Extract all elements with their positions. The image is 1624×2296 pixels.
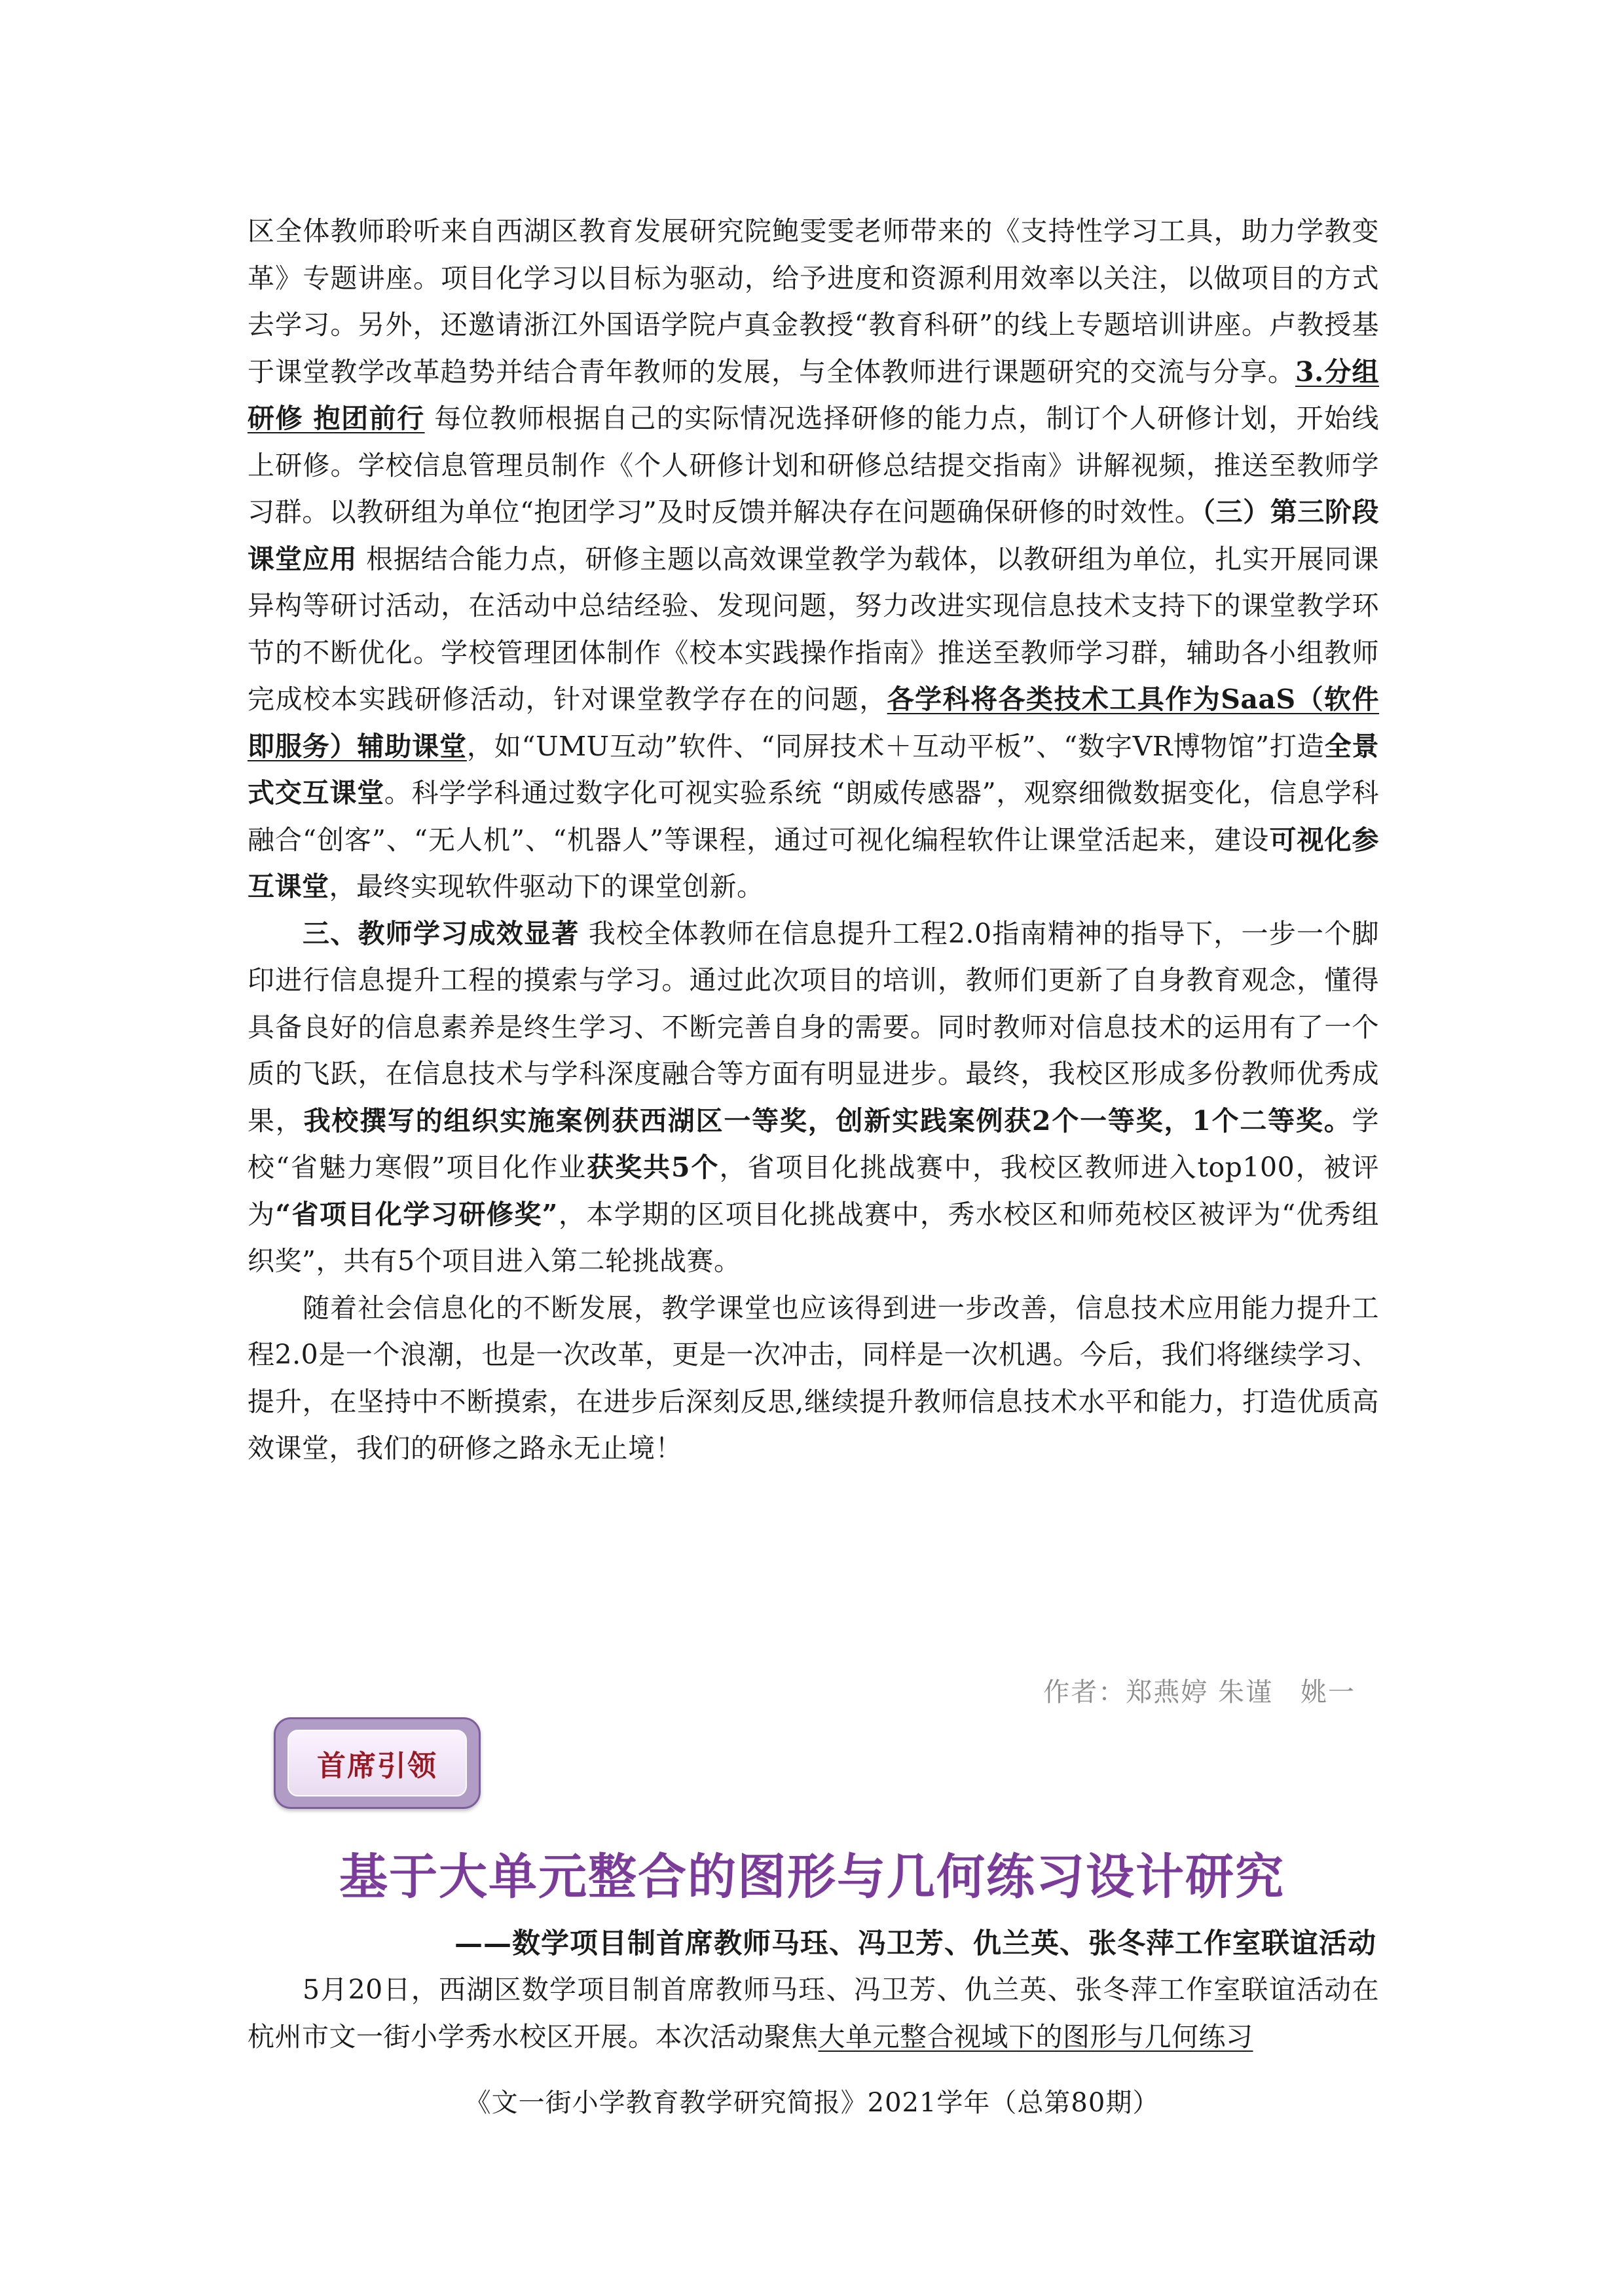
section-badge (274, 1717, 481, 1809)
highlight-immersive-class: 全景式交互课堂 (248, 730, 1380, 809)
paragraph-conclusion: 随着社会信息化的不断发展，教学课堂也应该得到进一步改善，信息技术应用能力提升工程2.0是一个浪潮，也是一次改革，更是一次冲击，同样是一次机遇。今后，我们将继续学习、提升，在坚持中不断摸索，在进步后深刻反思,继续提升教师信息技术水平和能力，打造优质高效课堂，我们的研修之路永无止境！ (248, 1292, 1379, 1464)
article-subtitle: ——数学项目制首席教师马珏、冯卫芳、仇兰英、张冬萍工作室联谊活动 (454, 1927, 1376, 1960)
highlight-visual-class: 可视化参互课堂 (248, 824, 1380, 902)
article-body-continued (248, 208, 1379, 1472)
paragraph-results: 三、教师学习成效显著 我校全体教师在信息提升工程2.0指南精神的指导下，一步一个脚印进行信息提升工程的摸索与学习。通过此次项目的培训，教师们更新了自身教育观念，懂得具备良好的信息素养是终生学习、不断完善自身的需要。同时教师对信息技术的运用有了一个质的飞跃，在信息技术与学科深度融合等方面有明显进步。最终，我校区形成多份教师优秀成果，我校撰写的组织实施案例获西湖区一等奖，创新实践案例获2个一等奖，1个二等奖。学校“省魅力寒假”项目化作业获奖共5个，省项目化挑战赛中，我校区教师进入top100，被评为“省项目化学习研修奖”，本学期的区项目化挑战赛中，秀水校区和师苑校区被评为“优秀组织奖”，共有5个项目进入第二轮挑战赛。 (248, 917, 1379, 1277)
subheading-group-study: 3.分组研修 抱团前行 (248, 355, 1379, 434)
article-body-new (248, 1967, 1379, 2060)
author-line: 作者：郑燕婷 朱谨 姚一 (1043, 1677, 1356, 1707)
section-badge-label: 首席引领 (317, 1749, 437, 1783)
paragraph-event-intro: 5月20日，西湖区数学项目制首席教师马珏、冯卫芳、仇兰英、张冬萍工作室联谊活动在杭州市文一街小学秀水校区开展。本次活动聚焦大单元整合视域下的图形与几何练习 (248, 1974, 1379, 2052)
subheading-phase-three: （三）第三阶段课堂应用 (248, 496, 1380, 575)
section-badge-inner (287, 1730, 467, 1796)
highlight-unit-integration: 大单元整合视域下的图形与几何练习 (818, 2020, 1253, 2052)
paragraph-phase-two-three: 区全体教师聆听来自西湖区教育发展研究院鲍雯雯老师带来的《支持性学习工具，助力学教变革》专题讲座。项目化学习以目标为驱动，给予进度和资源利用效率以关注，以做项目的方式去学习。另外，还邀请浙江外国语学院卢真金教授“教育科研”的线上专题培训讲座。卢教授基于课堂教学改革趋势并结合青年教师的发展，与全体教师进行课题研究的交流与分享。3.分组研修 抱团前行 每位教师根据自己的实际情况选择研修的能力点，制订个人研修计划，开始线上研修。学校信息管理员制作《个人研修计划和研修总结提交指南》讲解视频，推送至教师学习群。以教研组为单位“抱团学习”及时反馈并解决存在问题确保研修的时效性。（三）第三阶段课堂应用 根据结合能力点，研修主题以高效课堂教学为载体，以教研组为单位，扎实开展同课异构等研讨活动，在活动中总结经验、发现问题，努力改进实现信息技术支持下的课堂教学环节的不断优化。学校管理团体制作《校本实践操作指南》推送至教师学习群，辅助各小组教师完成校本实践研修活动，针对课堂教学存在的问题，各学科将各类技术工具作为SaaS（软件即服务）辅助课堂，如“UMU互动”软件、“同屏技术＋互动平板”、“数字VR博物馆”打造全景式交互课堂。科学学科通过数字化可视实验系统 “朗威传感器”，观察细微数据变化，信息学科融合“创客”、“无人机”、“机器人”等课程，通过可视化编程软件让课堂活起来，建设可视化参互课堂，最终实现软件驱动下的课堂创新。 (248, 215, 1380, 902)
section-heading-results: 三、教师学习成效显著 (303, 917, 580, 949)
page-footer: 《文一街小学教育教学研究简报》2021学年（总第80期） (464, 2088, 1160, 2118)
article-headline: 基于大单元整合的图形与几何练习设计研究 (339, 1849, 1285, 1905)
highlight-saas: 各学科将各类技术工具作为SaaS（软件即服务）辅助课堂 (248, 683, 1379, 762)
